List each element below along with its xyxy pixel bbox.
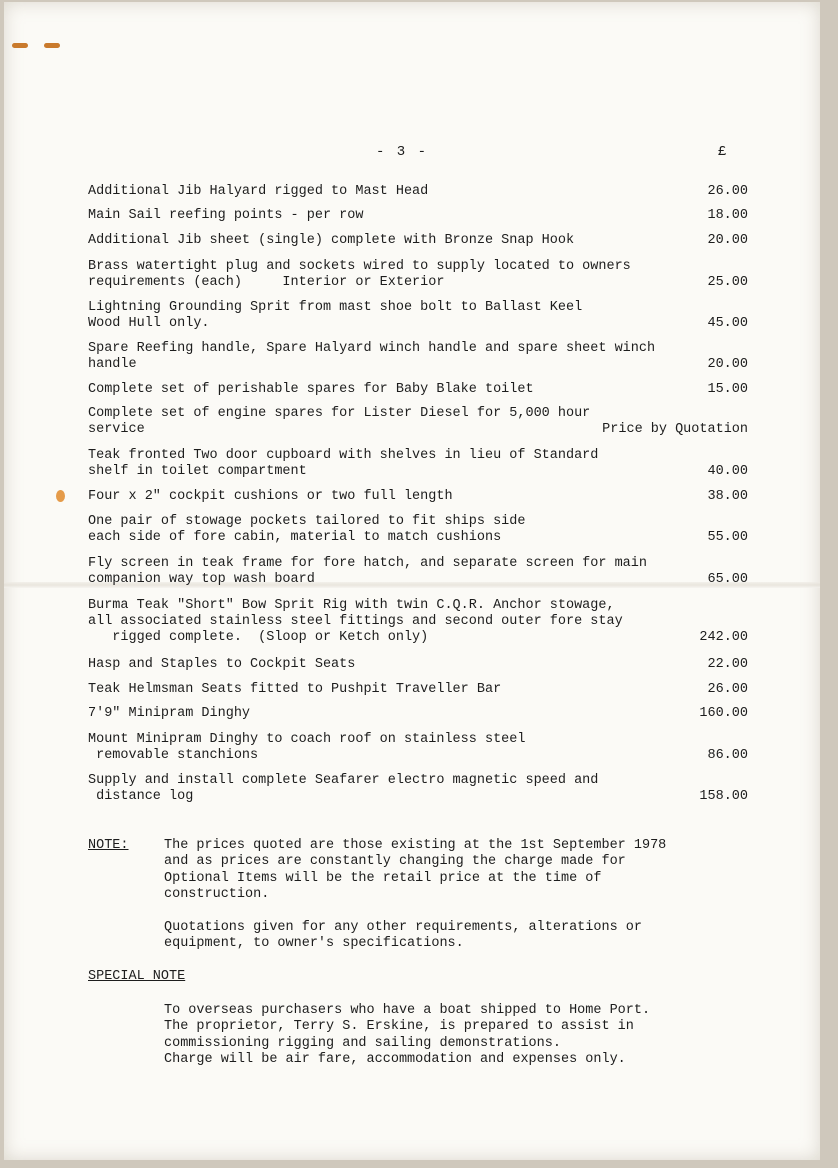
item-price: 20.00 — [707, 357, 748, 372]
item-price: 45.00 — [707, 316, 748, 331]
item-price: 86.00 — [707, 748, 748, 763]
price-list-item — [88, 406, 748, 438]
item-price: 242.00 — [699, 630, 748, 645]
item-description: Complete set of engine spares for Lister Diesel for 5,000 hour service — [88, 406, 591, 437]
note-label: NOTE: — [88, 838, 129, 853]
item-description: Additional Jib Halyard rigged to Mast Head — [88, 184, 429, 199]
price-list-item — [88, 514, 748, 546]
price-list-item — [88, 382, 748, 398]
item-price: 55.00 — [707, 530, 748, 545]
item-price: 20.00 — [707, 233, 748, 248]
item-description: Brass watertight plug and sockets wired to supply located to owners requirements (each) Interior or Exterior — [88, 259, 631, 290]
item-description: Additional Jib sheet (single) complete with Bronze Snap Hook — [88, 233, 575, 248]
item-price: 40.00 — [707, 464, 748, 479]
item-description: One pair of stowage pockets tailored to fit ships side each side of fore cabin, material to match cushions — [88, 514, 526, 545]
price-list-item — [88, 682, 748, 698]
document-page — [4, 2, 820, 1160]
item-description: Fly screen in teak frame for fore hatch, and separate screen for main companion way top wash board — [88, 556, 647, 587]
item-description: Teak fronted Two door cupboard with shelves in lieu of Standard shelf in toilet compartment — [88, 448, 599, 479]
price-list-item — [88, 259, 748, 291]
item-description: Complete set of perishable spares for Baby Blake toilet — [88, 382, 534, 397]
item-price: 15.00 — [707, 382, 748, 397]
item-price: 158.00 — [699, 789, 748, 804]
item-description: Mount Minipram Dinghy to coach roof on stainless steel removable stanchions — [88, 732, 526, 763]
special-note-text: To overseas purchasers who have a boat shipped to Home Port. The proprietor, Terry S. Erskine, is prepared to assist in commissioning rigging and sailing demonstrations. Charge will be air fare, accommodation and expenses only. — [164, 1003, 651, 1067]
price-list-item — [88, 556, 748, 588]
item-price: 22.00 — [707, 657, 748, 672]
note-paragraph: The prices quoted are those existing at the 1st September 1978 and as prices are constantly changing the charge made for Optional Items will be the retail price at the time of construction. — [164, 838, 667, 902]
item-price: 160.00 — [699, 706, 748, 721]
item-price: 25.00 — [707, 275, 748, 290]
item-description: Four x 2" cockpit cushions or two full length — [88, 489, 453, 504]
item-price: Price by Quotation — [602, 422, 748, 437]
item-description: Main Sail reefing points - per row — [88, 208, 364, 223]
item-price: 38.00 — [707, 489, 748, 504]
price-list-item — [88, 706, 748, 722]
item-description: Teak Helmsman Seats fitted to Pushpit Traveller Bar — [88, 682, 502, 697]
item-price: 65.00 — [707, 572, 748, 587]
item-description: Hasp and Staples to Cockpit Seats — [88, 657, 356, 672]
item-description: Lightning Grounding Sprit from mast shoe bolt to Ballast Keel Wood Hull only. — [88, 300, 583, 331]
price-list-item — [88, 300, 748, 332]
document-body — [4, 2, 820, 1160]
price-list-item — [88, 598, 748, 646]
note-paragraph: Quotations given for any other requirements, alterations or equipment, to owner's specifications. — [164, 920, 642, 952]
price-list-item — [88, 489, 748, 505]
currency-header: £ — [718, 144, 727, 160]
item-description: 7'9" Minipram Dinghy — [88, 706, 251, 721]
item-price: 26.00 — [707, 184, 748, 199]
price-list-item — [88, 448, 748, 480]
price-list-item — [88, 233, 748, 249]
price-list-item — [88, 657, 748, 673]
price-list-item — [88, 732, 748, 764]
price-list-item — [88, 773, 748, 805]
item-price: 18.00 — [707, 208, 748, 223]
item-description: Supply and install complete Seafarer electro magnetic speed and distance log — [88, 773, 599, 804]
price-list-item — [88, 208, 748, 224]
special-note-title: SPECIAL NOTE — [88, 969, 186, 984]
price-list-item — [88, 184, 748, 200]
page-number: - 3 - — [376, 144, 429, 160]
item-description: Spare Reefing handle, Spare Halyard winch handle and spare sheet winch handle — [88, 341, 656, 372]
price-list-item — [88, 341, 748, 373]
item-price: 26.00 — [707, 682, 748, 697]
item-description: Burma Teak "Short" Bow Sprit Rig with twin C.Q.R. Anchor stowage, all associated stainless steel fittings and second outer fore stay rigged complete. (Sloop or Ketch only) — [88, 598, 623, 645]
